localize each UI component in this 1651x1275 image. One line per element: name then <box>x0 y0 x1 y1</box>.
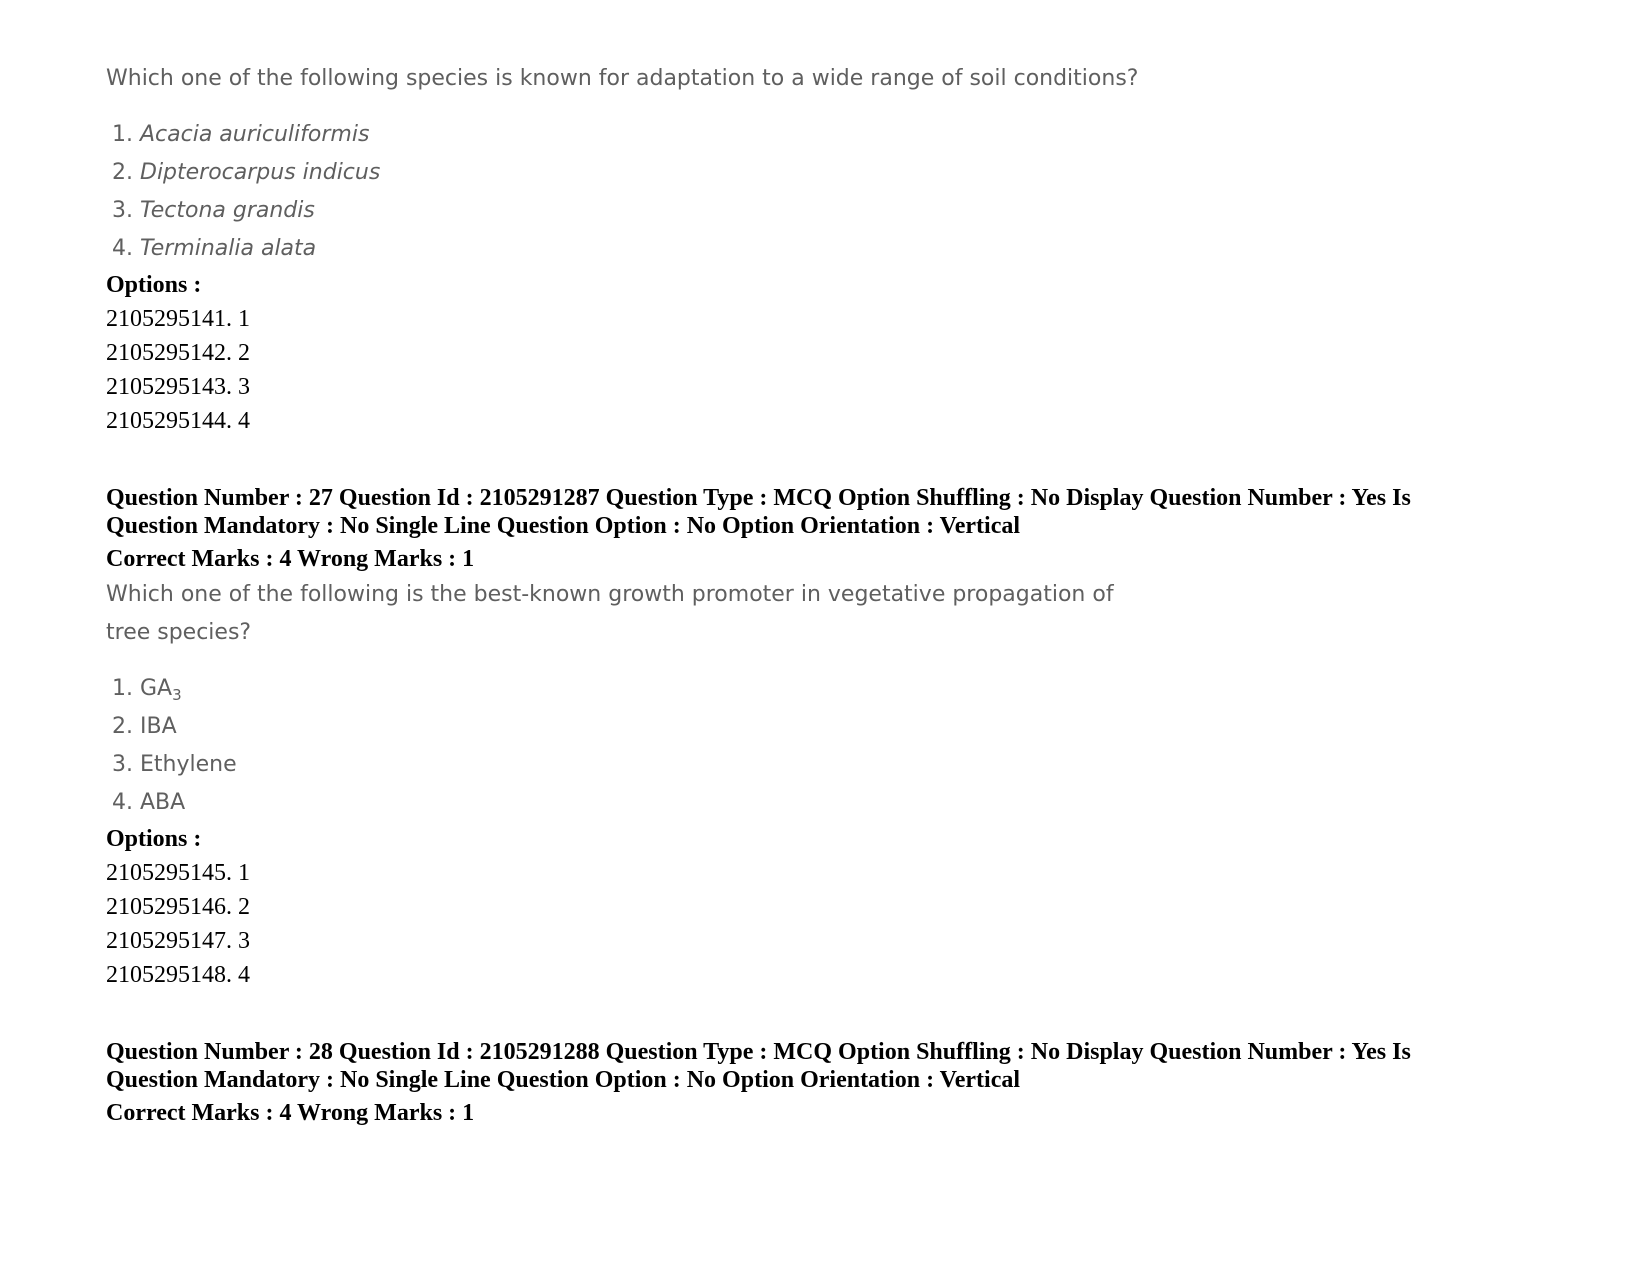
question-meta-line: Question Number : 27 Question Id : 2105291287 Question Type : MCQ Option Shuffling : No Display Question Number : Yes Is <box>106 485 1411 511</box>
options-label: Options : <box>106 826 202 852</box>
choice-label: GA <box>140 676 173 701</box>
option-row: 2105295144. 4 <box>106 408 250 434</box>
question-text: tree species? <box>106 620 252 645</box>
question-26 <box>106 60 1526 438</box>
choice-label: Ethylene <box>140 752 237 777</box>
choice-item <box>112 746 1526 784</box>
choice-label: Dipterocarpus indicus <box>140 160 381 185</box>
choice-item <box>112 670 1526 708</box>
option-row: 2105295145. 1 <box>106 860 250 886</box>
choice-label: Tectona grandis <box>140 198 315 223</box>
choice-number: 4. <box>112 236 133 261</box>
option-row: 2105295142. 2 <box>106 340 250 366</box>
choice-label: ABA <box>140 790 186 815</box>
option-row: 2105295146. 2 <box>106 894 250 920</box>
choice-item <box>112 784 1526 822</box>
question-meta-line: Question Mandatory : No Single Line Question Option : No Option Orientation : Vertical <box>106 513 1021 539</box>
choice-number: 2. <box>112 160 133 185</box>
choice-item <box>112 708 1526 746</box>
option-row: 2105295147. 3 <box>106 928 250 954</box>
choice-label: Acacia auriculiformis <box>140 122 370 147</box>
choice-number: 1. <box>112 676 133 701</box>
choice-number: 3. <box>112 752 133 777</box>
option-row: 2105295141. 1 <box>106 306 250 332</box>
question-text: Which one of the following species is known for adaptation to a wide range of soil conditions? <box>106 66 1139 91</box>
choice-item <box>112 154 1526 192</box>
question-meta-line: Question Mandatory : No Single Line Question Option : No Option Orientation : Vertical <box>106 1067 1021 1093</box>
choice-number: 3. <box>112 198 133 223</box>
question-paper <box>106 60 1526 1130</box>
choice-item <box>112 192 1526 230</box>
question-28 <box>106 1038 1526 1130</box>
option-row: 2105295143. 3 <box>106 374 250 400</box>
choice-list <box>106 670 1526 822</box>
options-label: Options : <box>106 272 202 298</box>
question-27 <box>106 484 1526 992</box>
choice-number: 1. <box>112 122 133 147</box>
choice-number: 2. <box>112 714 133 739</box>
marks-line: Correct Marks : 4 Wrong Marks : 1 <box>106 1100 475 1126</box>
choice-subscript: 3 <box>172 686 182 704</box>
marks-line: Correct Marks : 4 Wrong Marks : 1 <box>106 546 475 572</box>
choice-item <box>112 230 1526 268</box>
choice-item <box>112 116 1526 154</box>
choice-number: 4. <box>112 790 133 815</box>
choice-label: Terminalia alata <box>140 236 317 261</box>
choice-list <box>106 116 1526 268</box>
option-row: 2105295148. 4 <box>106 962 250 988</box>
choice-label: IBA <box>140 714 177 739</box>
question-meta-line: Question Number : 28 Question Id : 2105291288 Question Type : MCQ Option Shuffling : No Display Question Number : Yes Is <box>106 1039 1411 1065</box>
question-text: Which one of the following is the best-known growth promoter in vegetative propagation of <box>106 582 1114 607</box>
